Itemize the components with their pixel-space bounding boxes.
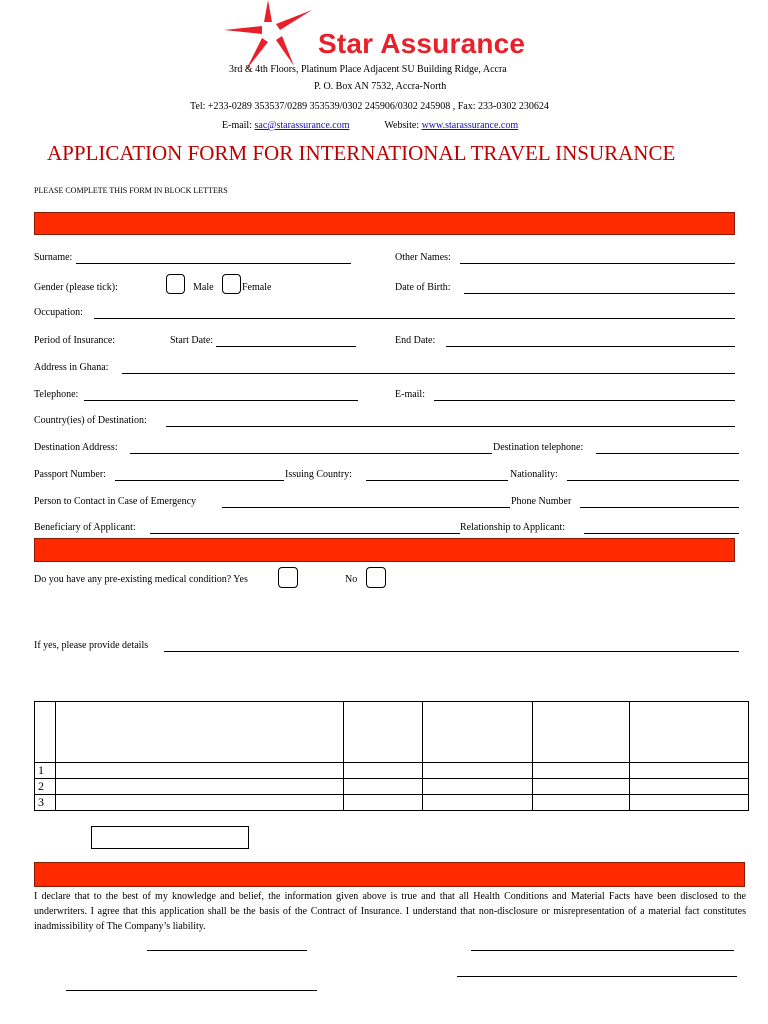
signature-line-3[interactable]	[457, 976, 737, 977]
female-checkbox[interactable]	[222, 274, 241, 294]
row-number: 2	[35, 779, 56, 795]
medical-question: Do you have any pre-existing medical condition? Yes	[34, 574, 248, 585]
table-cell[interactable]	[423, 763, 533, 779]
occupation-field[interactable]	[94, 318, 735, 319]
table-cell	[533, 702, 630, 763]
table-cell[interactable]	[630, 795, 749, 811]
medical-yes-checkbox[interactable]	[278, 567, 298, 588]
table-cell[interactable]	[423, 795, 533, 811]
gender-label: Gender (please tick):	[34, 282, 118, 293]
beneficiary-label: Beneficiary of Applicant:	[34, 522, 136, 533]
start-date-field[interactable]	[216, 346, 356, 347]
telephone-field[interactable]	[84, 400, 358, 401]
email-link[interactable]: sac@starassurance.com	[254, 120, 350, 131]
table-row	[35, 795, 749, 811]
surname-label: Surname:	[34, 252, 73, 263]
beneficiary-field[interactable]	[150, 533, 460, 534]
emergency-field[interactable]	[222, 507, 510, 508]
details-field[interactable]	[164, 651, 739, 652]
table-cell[interactable]	[343, 795, 423, 811]
table-cell[interactable]	[423, 779, 533, 795]
signature-line-1[interactable]	[147, 950, 307, 951]
dest-tel-label: Destination telephone:	[493, 442, 584, 453]
signature-line-2[interactable]	[471, 950, 734, 951]
section-bar-medical	[34, 538, 735, 562]
table-cell[interactable]	[55, 763, 343, 779]
table-cell	[423, 702, 533, 763]
phone-label: Phone Number	[511, 496, 572, 507]
other-names-label: Other Names:	[395, 252, 451, 263]
small-input-box[interactable]	[91, 826, 249, 849]
medical-table	[34, 701, 749, 811]
email-label: E-mail:	[222, 120, 252, 131]
address-label: Address in Ghana:	[34, 362, 109, 373]
passport-field[interactable]	[115, 480, 284, 481]
email-field[interactable]	[434, 400, 735, 401]
relationship-label: Relationship to Applicant:	[460, 522, 565, 533]
table-row	[35, 763, 749, 779]
form-instruction: PLEASE COMPLETE THIS FORM IN BLOCK LETTERS	[34, 186, 228, 195]
male-label: Male	[193, 282, 214, 293]
form-title: APPLICATION FORM FOR INTERNATIONAL TRAVEL INSURANCE	[47, 141, 676, 165]
table-cell	[343, 702, 423, 763]
dest-address-field[interactable]	[130, 453, 492, 454]
section-bar-declaration	[34, 862, 745, 887]
end-date-label: End Date:	[395, 335, 436, 346]
occupation-label: Occupation:	[34, 307, 83, 318]
email-label-field: E-mail:	[395, 389, 425, 400]
row-number: 1	[35, 763, 56, 779]
surname-field[interactable]	[76, 263, 351, 264]
table-cell[interactable]	[533, 763, 630, 779]
issuing-label: Issuing Country:	[285, 469, 352, 480]
end-date-field[interactable]	[446, 346, 735, 347]
period-label: Period of Insurance:	[34, 335, 116, 346]
relationship-field[interactable]	[584, 533, 739, 534]
telephone-label: Telephone:	[34, 389, 79, 400]
table-cell[interactable]	[630, 779, 749, 795]
medical-no-checkbox[interactable]	[366, 567, 386, 588]
nationality-field[interactable]	[567, 480, 739, 481]
section-bar-personal	[34, 212, 735, 235]
star-logo-icon	[224, 0, 316, 72]
dest-address-label: Destination Address:	[34, 442, 118, 453]
dest-tel-field[interactable]	[596, 453, 739, 454]
table-cell	[630, 702, 749, 763]
signature-line-4[interactable]	[66, 990, 317, 991]
passport-label: Passport Number:	[34, 469, 106, 480]
countries-field[interactable]	[166, 426, 735, 427]
phone-field[interactable]	[580, 507, 739, 508]
table-cell[interactable]	[55, 779, 343, 795]
countries-label: Country(ies) of Destination:	[34, 415, 147, 426]
nationality-label: Nationality:	[510, 469, 558, 480]
medical-no-label: No	[345, 574, 358, 585]
emergency-label: Person to Contact in Case of Emergency	[34, 496, 197, 507]
po-box: P. O. Box AN 7532, Accra-North	[314, 81, 447, 92]
issuing-field[interactable]	[366, 480, 508, 481]
dob-label: Date of Birth:	[395, 282, 451, 293]
start-date-label: Start Date:	[170, 335, 214, 346]
table-row	[35, 779, 749, 795]
details-label: If yes, please provide details	[34, 640, 149, 651]
declaration-text: I declare that to the best of my knowledge and belief, the information given above is true and that all Health Conditions and Material Facts have been disclosed to the underwriters. I agree that this application shall be the basis of the Contract of Insurance. I understand that non-disclosure or misrepresentation of a material fact constitutes inadmissibility of The Company’s liability.	[34, 891, 746, 932]
website-link[interactable]: www.starassurance.com	[421, 120, 519, 131]
table-header-row	[35, 702, 749, 763]
company-address: 3rd & 4th Floors, Platinum Place Adjacent SU Building Ridge, Accra	[229, 64, 507, 75]
table-cell[interactable]	[343, 779, 423, 795]
row-number: 3	[35, 795, 56, 811]
table-cell	[35, 702, 56, 763]
other-names-field[interactable]	[460, 263, 735, 264]
table-cell[interactable]	[630, 763, 749, 779]
female-label: Female	[242, 282, 272, 293]
table-cell[interactable]	[343, 763, 423, 779]
tel-fax: Tel: +233-0289 353537/0289 353539/0302 245906/0302 245908 , Fax: 233-0302 230624	[190, 101, 549, 112]
address-field[interactable]	[122, 373, 735, 374]
table-cell	[55, 702, 343, 763]
table-cell[interactable]	[533, 779, 630, 795]
contact-line	[222, 120, 518, 131]
website-label: Website:	[384, 120, 420, 131]
table-cell[interactable]	[533, 795, 630, 811]
brand-name: Star Assurance	[318, 28, 526, 59]
male-checkbox[interactable]	[166, 274, 185, 294]
table-cell[interactable]	[55, 795, 343, 811]
dob-field[interactable]	[464, 293, 735, 294]
